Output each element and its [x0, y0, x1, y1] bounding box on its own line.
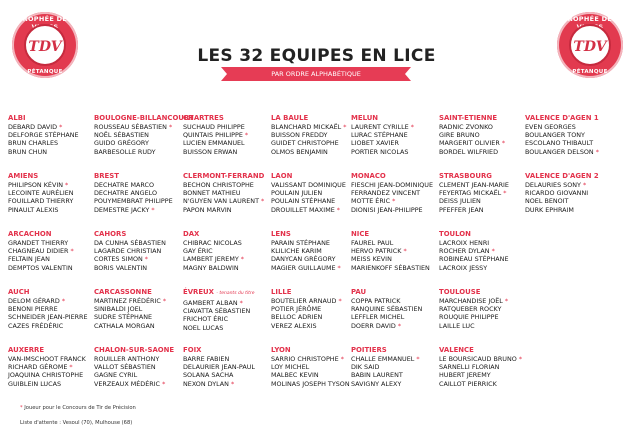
- precision-shooter-marker: *: [70, 247, 74, 256]
- player-name: CIAVATTA SÉBASTIEN: [183, 307, 251, 316]
- team-city: CHALON-SUR-SAONE: [94, 346, 175, 354]
- player-name: DELAURIER JEAN-PAUL: [183, 363, 255, 372]
- team-block: [439, 230, 525, 288]
- team-block: [94, 114, 194, 172]
- team-city: LILLE: [271, 288, 292, 296]
- precision-shooter-marker: *: [343, 122, 347, 131]
- player-name: BONNET MATHIEU: [183, 189, 241, 198]
- player-name: DECHATRE MARCO: [94, 180, 155, 189]
- player-name: GRANDET THIERRY: [8, 238, 69, 247]
- precision-shooter-marker: *: [336, 205, 340, 214]
- team-city: NICE: [351, 230, 370, 238]
- precision-shooter-marker: *: [582, 180, 587, 189]
- player-name: BUISSON ERWAN: [183, 147, 238, 156]
- player-name: EVEN GEORGES: [525, 122, 576, 131]
- player-name: FERRANDEZ VINCENT: [351, 189, 421, 198]
- team-block: [271, 114, 351, 172]
- player-name: DIONISI JEAN-PHILIPPE: [351, 205, 423, 214]
- player-name: N'GUYEN VAN LAURENT *: [183, 197, 265, 206]
- team-city: BREST: [94, 172, 119, 180]
- team-block: [183, 346, 271, 404]
- precision-shooter-marker: *: [518, 354, 523, 363]
- team-city: STRASBOURG: [439, 172, 492, 180]
- player-name: SUCHAUD PHILIPPE: [183, 122, 245, 131]
- player-name: FOUILLARD THIERRY: [8, 197, 74, 206]
- player-name: CAILLOT PIERRICK: [439, 379, 497, 388]
- player-name: RICARDO GIOVANNI: [525, 189, 589, 198]
- team-city: AMIENS: [8, 172, 39, 180]
- player-name: MAGIER GUILLAUME *: [271, 263, 341, 272]
- precision-shooter-marker: *: [403, 247, 407, 256]
- team-city: CAHORS: [94, 230, 127, 238]
- player-name: ROUSSEAU SÉBASTIEN *: [94, 122, 173, 131]
- team-block: [525, 172, 613, 230]
- precision-shooter-marker: *: [595, 147, 599, 156]
- player-name: BORIS VALENTIN: [94, 263, 147, 272]
- player-name: SOLANA SACHA: [183, 371, 234, 380]
- player-name: FAUREL PAUL: [351, 238, 394, 247]
- player-name: RANQUINE SÉBASTIEN: [351, 305, 423, 314]
- player-name: PFEFFER JEAN: [439, 205, 484, 214]
- player-name: OLMOS BENJAMIN: [271, 147, 328, 156]
- team-block: [8, 288, 94, 346]
- player-name: GUIDO GRÉGORY: [94, 139, 149, 148]
- player-name: PHILIPSON KÉVIN *: [8, 180, 69, 189]
- player-name: SAVIGNY ALEXY: [351, 379, 402, 388]
- precision-shooter-marker: *: [410, 122, 414, 131]
- precision-shooter-marker: *: [151, 205, 155, 214]
- team-block: [94, 346, 183, 404]
- player-name: FEYERTAG MICKAËL *: [439, 189, 507, 198]
- player-name: GAMBERT ALBAN *: [183, 298, 243, 307]
- player-name: POTIER JÉRÔME: [271, 305, 322, 314]
- player-name: PORTIER NICOLAS: [351, 147, 409, 156]
- precision-shooter-marker: *: [239, 298, 243, 307]
- player-name: CHALLE EMMANUEL *: [351, 354, 420, 363]
- team-city: LYON: [271, 346, 291, 354]
- player-name: GUIDET CHRISTOPHE: [271, 139, 339, 148]
- player-name: LUCIEN EMMANUEL: [183, 139, 245, 148]
- player-name: BENONI PIERRE: [8, 305, 58, 314]
- player-name: MAGNY BALDWIN: [183, 263, 239, 272]
- team-block: [439, 114, 525, 172]
- player-name: KLILICHE KARIM: [271, 247, 322, 256]
- precision-shooter-marker: *: [392, 197, 396, 206]
- player-name: SARNELLI FLORIAN: [439, 363, 500, 372]
- player-name: BORDEL WILFRIED: [439, 147, 499, 156]
- team-city: VALENCE D'AGEN 2: [525, 172, 599, 180]
- player-name: GAY ÉRIC: [183, 247, 213, 256]
- team-city: FOIX: [183, 346, 202, 354]
- player-name: BARBESOLLE RUDY: [94, 147, 156, 156]
- player-name: COPPA PATRICK: [351, 296, 401, 305]
- player-name: DECHATRE ANGELO: [94, 189, 158, 198]
- team-block: [525, 288, 613, 346]
- page-title: LES 32 EQUIPES EN LICE: [197, 46, 436, 66]
- player-name: CAZES FRÉDÉRIC: [8, 321, 64, 330]
- team-block: [351, 230, 439, 288]
- player-name: MARTINEZ FRÉDÉRIC *: [94, 296, 167, 305]
- precision-shooter-marker: *: [61, 296, 66, 305]
- player-name: LE BOURSICAUD BRUNO *: [439, 354, 523, 363]
- team-city: CARCASSONNE: [94, 288, 152, 296]
- player-name: POULAIN STÉPHANE: [271, 197, 336, 206]
- player-name: ROUILLER ANTHONY: [94, 354, 160, 363]
- player-name: LAGARDE CHRISTIAN: [94, 247, 162, 256]
- player-name: BOULANGER DELSON *: [525, 147, 599, 156]
- player-name: NOËL SÉBASTIEN: [94, 131, 149, 140]
- player-name: VALISSANT DOMINIQUE: [271, 180, 346, 189]
- player-name: DEMESTRE JACKY *: [94, 205, 155, 214]
- precision-shooter-marker: *: [162, 296, 167, 305]
- team-city: ARCACHON: [8, 230, 52, 238]
- precision-shooter-marker: *: [340, 354, 344, 363]
- player-name: DURK EPHRAIM: [525, 205, 574, 214]
- player-name: CATHALA MORGAN: [94, 321, 155, 330]
- precision-shooter-marker: *: [504, 296, 509, 305]
- player-name: ESCOLANO THIBAULT: [525, 139, 594, 148]
- player-name: BELLOC ADRIEN: [271, 313, 323, 322]
- team-block: [271, 172, 351, 230]
- player-name: BRUN CHARLES: [8, 139, 59, 148]
- team-block: [439, 172, 525, 230]
- team-city: LENS: [271, 230, 291, 238]
- player-name: BOUTELIER ARNAUD *: [271, 296, 342, 305]
- player-name: DIK SAID: [351, 363, 380, 372]
- trophee-des-villes-logo-right: TROPHÉE DES TDV PÉTANQUE: [557, 12, 623, 78]
- player-name: BRUN CHUN: [8, 147, 48, 156]
- team-block: [8, 114, 94, 172]
- team-city: CHARTRES: [183, 114, 224, 122]
- precision-shooter-marker: *: [261, 197, 265, 206]
- player-name: RADNIC ZVONKO: [439, 122, 493, 131]
- player-name: LACROIX JESSY: [439, 263, 488, 272]
- team-city: SAINT-ETIENNE: [439, 114, 498, 122]
- player-name: CHIBRAC NICOLAS: [183, 238, 242, 247]
- precision-shooter-marker: *: [338, 296, 342, 305]
- player-name: LAURENT CYRILLE *: [351, 122, 414, 131]
- team-block: [351, 288, 439, 346]
- player-name: BECHON CHRISTOPHE: [183, 180, 254, 189]
- team-city: MELUN: [351, 114, 379, 122]
- precision-shooter-marker: *: [168, 122, 173, 131]
- team-city: VALENCE D'AGEN 1: [525, 114, 599, 122]
- player-name: MARGERIT OLIVIER *: [439, 139, 506, 148]
- precision-shooter-marker: *: [397, 321, 402, 330]
- team-city: TOULON: [439, 230, 471, 238]
- player-name: HERVO PATRICK *: [351, 247, 407, 256]
- team-block: [183, 230, 271, 288]
- team-block: [8, 172, 94, 230]
- player-name: DROUILLET MAXIME *: [271, 205, 340, 214]
- team-block: [351, 346, 439, 404]
- precision-shooter-marker: *: [144, 255, 148, 264]
- player-name: VAN-IMSCHOOT FRANCK: [8, 354, 86, 363]
- team-block: [94, 288, 183, 346]
- precision-shooter-marker: *: [231, 379, 235, 388]
- player-name: GIRE BRUNO: [439, 131, 480, 140]
- player-name: LACROIX HENRI: [439, 238, 490, 247]
- player-name: PAPON MARVIN: [183, 205, 232, 214]
- team-city: CLERMONT-FERRAND: [183, 172, 265, 180]
- player-name: FIESCHI JEAN-DOMINIQUE: [351, 180, 433, 189]
- player-name: VERZEAUX MÉDÉRIC *: [94, 379, 166, 388]
- team-note: - tenants du titre: [216, 291, 255, 296]
- precision-shooter-marker: *: [244, 131, 249, 140]
- player-name: NOEL BENOIT: [525, 197, 569, 206]
- player-name: CLEMENT JEAN-MARIE: [439, 180, 509, 189]
- player-name: MALBEC KEVIN: [271, 371, 319, 380]
- precision-shooter-marker: *: [491, 247, 495, 256]
- player-name: BOULANGER TONY: [525, 131, 585, 140]
- team-block: [183, 172, 271, 230]
- precision-shooter-marker: *: [503, 189, 507, 198]
- team-city: ÉVREUX - tenants du titre: [183, 288, 255, 296]
- player-name: GAGNE CYRIL: [94, 371, 138, 380]
- team-block: [525, 114, 613, 172]
- precision-shooter-marker: *: [501, 139, 506, 148]
- player-name: ROCHER DYLAN *: [439, 247, 495, 256]
- player-name: QUINTAIS PHILIPPE *: [183, 131, 249, 140]
- player-name: MOLINAS JOSEPH TYSON: [271, 379, 350, 388]
- team-block: [94, 172, 183, 230]
- player-name: LIOBET XAVIER: [351, 139, 399, 148]
- player-name: SUDRE STÉPHANE: [94, 313, 153, 322]
- team-city: VALENCE: [439, 346, 474, 354]
- team-city: LA BAULE: [271, 114, 309, 122]
- precision-shooter-marker: *: [59, 122, 63, 131]
- team-city: TOULOUSE: [439, 288, 481, 296]
- player-name: BABIN LAURENT: [351, 371, 403, 380]
- player-name: CORTES SIMON *: [94, 255, 148, 264]
- player-name: SARRIO CHRISTOPHE *: [271, 354, 344, 363]
- player-name: JOAQUINA CHRISTOPHE: [8, 371, 84, 380]
- team-city: BOULOGNE-BILLANCOURT: [94, 114, 194, 122]
- player-name: VEREZ ALEXIS: [271, 321, 317, 330]
- player-name: RATQUEBER ROCKY: [439, 305, 502, 314]
- team-city: ALBI: [8, 114, 26, 122]
- player-name: LURAC STÉPHANE: [351, 131, 408, 140]
- player-name: NEXON DYLAN *: [183, 379, 235, 388]
- player-name: FELTAIN JEAN: [8, 255, 50, 264]
- trophee-des-villes-logo-left: TROPHÉE DES TDV PÉTANQUE: [12, 12, 78, 78]
- player-name: DANYCAN GRÉGORY: [271, 255, 336, 264]
- player-name: BUISSON FREDDY: [271, 131, 328, 140]
- team-block: [525, 230, 613, 288]
- team-city: PAU: [351, 288, 367, 296]
- player-name: POUYMEMBRAT PHILIPPE: [94, 197, 173, 206]
- precision-shooter-marker: *: [65, 180, 69, 189]
- player-name: BLANCHARD MICKAËL *: [271, 122, 347, 131]
- team-city: MONACO: [351, 172, 386, 180]
- player-name: DELFORGE STÉPHANE: [8, 131, 79, 140]
- player-name: PARAIN STÉPHANE: [271, 238, 330, 247]
- team-block: [183, 288, 271, 346]
- teams-grid: [8, 114, 630, 404]
- player-name: LOY MICHEL: [271, 363, 310, 372]
- precision-shooter-marker: *: [20, 405, 23, 411]
- player-name: SINIBALDI JOEL: [94, 305, 143, 314]
- player-name: MARIENKOFF SÉBASTIEN: [351, 263, 430, 272]
- player-name: GUIBLEIN LUCAS: [8, 379, 62, 388]
- team-block: [271, 288, 351, 346]
- player-name: DOERR DAVID *: [351, 321, 402, 330]
- team-block: [439, 288, 525, 346]
- player-name: ROBINEAU STÉPHANE: [439, 255, 509, 264]
- player-name: DELOM GÉRARD *: [8, 296, 66, 305]
- player-name: BARRE FABIEN: [183, 354, 230, 363]
- team-city: AUXERRE: [8, 346, 45, 354]
- player-name: DEISS JULIEN: [439, 197, 481, 206]
- team-city: POITIERS: [351, 346, 387, 354]
- player-name: RICHARD GÉROME *: [8, 363, 73, 372]
- precision-shooter-marker: *: [416, 354, 420, 363]
- team-block: [525, 346, 613, 404]
- player-name: MARCHANDISE JOËL *: [439, 296, 509, 305]
- player-name: DELAURIES SONY *: [525, 180, 587, 189]
- player-name: POULAIN JULIEN: [271, 189, 323, 198]
- player-name: CHAGNEAU DIDIER *: [8, 247, 74, 256]
- player-name: DEMPTOS VALENTIN: [8, 263, 73, 272]
- player-name: DA CUNHA SÉBASTIEN: [94, 238, 166, 247]
- team-city: AUCH: [8, 288, 30, 296]
- player-name: VALLOT SÉBASTIEN: [94, 363, 156, 372]
- player-name: LEFFLER MICHEL: [351, 313, 405, 322]
- precision-shooter-marker: *: [69, 363, 73, 372]
- team-city: DAX: [183, 230, 200, 238]
- player-name: LAMBERT JEREMY *: [183, 255, 244, 264]
- player-name: SCHNEIDER JEAN-PIERRE: [8, 313, 88, 322]
- player-name: LECOINTE AURÉLIEN: [8, 189, 74, 198]
- team-block: [271, 230, 351, 288]
- player-name: NOEL LUCAS: [183, 323, 224, 332]
- player-name: PINAULT ALEXIS: [8, 205, 59, 214]
- player-name: DEBARD DAVID *: [8, 122, 63, 131]
- team-block: [351, 114, 439, 172]
- player-name: ROUQUIE PHILIPPE: [439, 313, 499, 322]
- team-city: LAON: [271, 172, 293, 180]
- player-name: LAILLE LUC: [439, 321, 475, 330]
- player-name: MEISS KEVIN: [351, 255, 392, 264]
- player-name: MOTTE ÉRIC *: [351, 197, 396, 206]
- precision-shooter-marker: *: [162, 379, 166, 388]
- precision-shooter-marker: *: [240, 255, 244, 264]
- team-block: [351, 172, 439, 230]
- team-block: [439, 346, 525, 404]
- team-block: [8, 230, 94, 288]
- player-name: FRICHOT ÉRIC: [183, 315, 229, 324]
- footnote: * Joueur pour le Concours de Tir de Précision: [20, 405, 136, 411]
- subtitle-banner: PAR ORDRE ALPHABÉTIQUE: [231, 67, 401, 81]
- waitlist: Liste d'attente : Vesoul (70), Mulhouse (68): [20, 420, 133, 426]
- team-block: [183, 114, 271, 172]
- team-block: [94, 230, 183, 288]
- team-block: [271, 346, 351, 404]
- precision-shooter-marker: *: [337, 263, 341, 272]
- team-block: [8, 346, 94, 404]
- player-name: HUBERT JEREMY: [439, 371, 491, 380]
